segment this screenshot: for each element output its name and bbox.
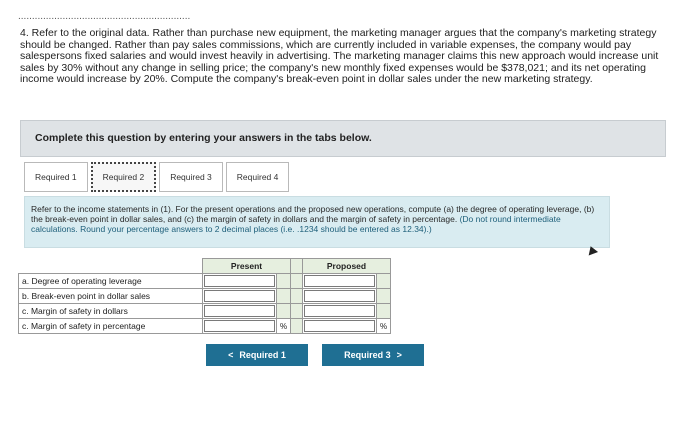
cut-off-previous-line: .............................................................. <box>18 14 191 22</box>
instructions-main-text: Refer to the income statements in (1). For the present operations and the proposed new operations, compute (a) the degree of operating leverage, (b) the break-even point in dollar sales, and (c) the margin of safety in dollars and the margin of safety in percentage. <box>31 204 595 224</box>
required-instructions <box>24 196 610 248</box>
answer-table <box>18 258 391 334</box>
tab-required-2[interactable]: Required 2 <box>91 162 157 192</box>
next-required-button[interactable] <box>322 344 424 366</box>
percent-sign-present: % <box>277 319 291 334</box>
proposed-breakeven-input[interactable] <box>304 290 375 302</box>
present-breakeven-input[interactable] <box>204 290 275 302</box>
instruction-banner-text: Complete this question by entering your answers in the tabs below. <box>35 132 372 144</box>
row-label-margin-percent: c. Margin of safety in percentage <box>19 319 203 334</box>
required-tabs <box>24 162 289 192</box>
tab-required-1[interactable]: Required 1 <box>24 162 88 192</box>
column-header-proposed: Proposed <box>303 259 391 274</box>
instruction-banner <box>20 120 666 157</box>
instructions-rounding-note: (Do not round intermediate calculations. Round your percentage answers to 2 decimal places (i.e. .1234 should be entered as 12.34).) <box>31 214 561 234</box>
question-text: 4. Refer to the original data. Rather than purchase new equipment, the marketing manager argues that the company's marketing strategy should be changed. Rather than pay sales commissions, which are currently included in variable expenses, the company would pay salespersons fixed salaries and would invest heavily in advertising. The marketing manager claims this new approach would increase unit sales by 30% without any change in selling price; the company's new monthly fixed expenses would be $378,021; and its net operating income would increase by 20%. Compute the company's break-even point in dollar sales under the new marketing strategy. <box>20 27 659 86</box>
present-dol-input[interactable] <box>204 275 275 287</box>
next-required-label: Required 3 <box>344 350 391 360</box>
prev-required-label: Required 1 <box>239 350 286 360</box>
percent-sign-proposed: % <box>377 319 391 334</box>
column-header-present: Present <box>203 259 291 274</box>
proposed-margin-dollars-input[interactable] <box>304 305 375 317</box>
chevron-right-icon: > <box>396 350 402 360</box>
row-label-margin-dollars: c. Margin of safety in dollars <box>19 304 203 319</box>
proposed-dol-input[interactable] <box>304 275 375 287</box>
present-margin-percent-input[interactable] <box>204 320 275 332</box>
tab-required-4[interactable]: Required 4 <box>226 162 290 192</box>
prev-required-button[interactable] <box>206 344 308 366</box>
present-margin-dollars-input[interactable] <box>204 305 275 317</box>
proposed-margin-percent-input[interactable] <box>304 320 375 332</box>
chevron-left-icon: < <box>228 350 234 360</box>
mouse-cursor-icon <box>586 245 598 256</box>
row-label-dol: a. Degree of operating leverage <box>19 274 203 289</box>
row-label-breakeven: b. Break-even point in dollar sales <box>19 289 203 304</box>
tab-required-3[interactable]: Required 3 <box>159 162 223 192</box>
